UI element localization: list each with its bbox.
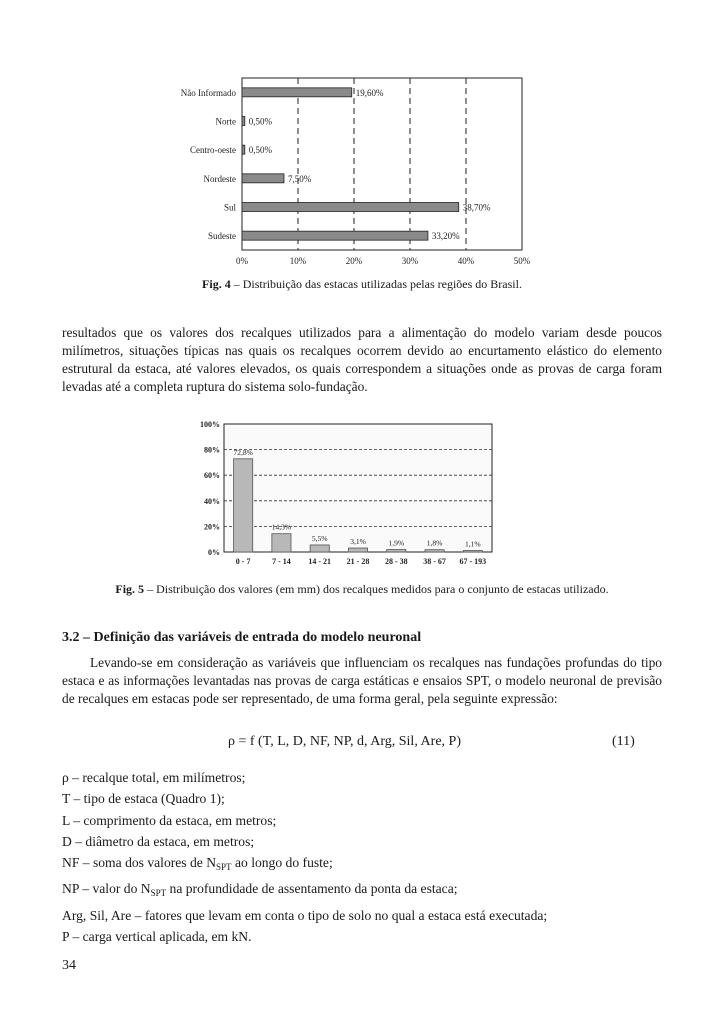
fig4-x-tick-label: 30%: [401, 256, 419, 266]
formula: ρ = f (T, L, D, NF, NP, d, Arg, Sil, Are, P): [228, 734, 461, 749]
fig4-caption-label: Fig. 4: [202, 277, 231, 291]
def-p: P – carga vertical aplicada, em kN.: [62, 929, 252, 945]
fig4-category-label: Não Informado: [180, 87, 236, 98]
def-d: D – diâmetro da estaca, em metros;: [62, 833, 255, 849]
fig4-category-label: Centro-oeste: [190, 145, 236, 156]
fig5-bar: [348, 548, 367, 552]
fig4-x-tick-label: 10%: [289, 256, 307, 266]
def-np-pre: NP – valor do N: [62, 881, 151, 897]
fig5-category-label: 14 - 21: [308, 557, 332, 566]
fig5-y-tick-label: 40%: [204, 496, 220, 506]
fig4-x-tick-label: 20%: [345, 256, 363, 266]
fig4-x-tick-label: 50%: [513, 256, 531, 266]
fig4-value-label: 38,70%: [462, 202, 491, 213]
fig5-value-label: 1,8%: [426, 538, 443, 548]
def-rho: ρ – recalque total, em milímetros;: [62, 770, 246, 785]
fig5-value-label: 1,9%: [388, 538, 405, 548]
fig5-bar: [234, 459, 253, 552]
fig5-value-label: 3,1%: [350, 537, 366, 547]
fig5-bar: [387, 550, 406, 552]
def-np-sub: SPT: [150, 888, 167, 899]
fig4-value-label: 0,50%: [248, 145, 273, 156]
fig5-category-label: 28 - 38: [384, 557, 408, 566]
fig5-category-label: 0 - 7: [235, 557, 251, 566]
fig5-chart: [188, 414, 498, 572]
fig5-bar: [463, 551, 482, 552]
fig4-bar: [242, 117, 245, 126]
def-np: [62, 878, 547, 904]
fig5-y-tick-label: 20%: [204, 522, 220, 532]
fig4-x-tick-label: 40%: [457, 256, 475, 266]
fig5-caption-text: – Distribuição dos valores (em mm) dos recalques medidos para o conjunto de estacas utilizado.: [144, 582, 609, 596]
fig4-bar: [242, 145, 245, 154]
fig4-caption: [0, 277, 724, 292]
fig5-value-label: 1,1%: [465, 539, 481, 549]
fig5-value-label: 14,3%: [271, 522, 292, 532]
variable-definitions: [62, 767, 547, 947]
def-nf-post: ao longo do fuste;: [231, 855, 333, 871]
section-paragraph: Levando-se em consideração as variáveis que influenciam os recalques nas fundações profundas do tipo estaca e as informações levantadas nas provas de carga estáticas e ensaios SPT, o modelo neuronal de previsão de recalques em estacas pode ser representado, de uma forma geral, pela seguinte expressão:: [62, 655, 662, 706]
body-paragraph: resultados que os valores dos recalques utilizados para a alimentação do modelo variam desde poucos milímetros, situações típicas nas quais os recalques ocorrem devido ao encurtamento elástico do elemento estrutural da estaca, até valores elevados, os quais correspondem a situações onde as provas de carga foram levadas até a completa ruptura do sistema solo-fundação.: [62, 325, 662, 394]
def-np-post: na profundidade de assentamento da ponta da estaca;: [166, 881, 458, 897]
fig4-category-label: Norte: [215, 116, 236, 127]
fig5-plot-area: [224, 424, 492, 552]
fig4-bar: [242, 174, 284, 183]
fig5-category-label: 38 - 67: [423, 557, 446, 566]
fig5-y-tick-label: 100%: [200, 420, 220, 429]
fig4-bar: [242, 88, 352, 97]
fig5-category-label: 67 - 193: [459, 557, 487, 566]
def-soil: Arg, Sil, Are – fatores que levam em conta o tipo de solo no qual a estaca está executada;: [62, 907, 548, 923]
fig4-bar: [242, 203, 459, 212]
fig5-y-tick-label: 0%: [208, 548, 220, 557]
fig5-bar: [310, 545, 329, 552]
fig4-value-label: 7,50%: [288, 173, 312, 184]
fig5-y-tick-label: 60%: [204, 471, 220, 481]
fig4-value-label: 33,20%: [431, 231, 460, 242]
fig4-caption-text: – Distribuição das estacas utilizadas pelas regiões do Brasil.: [230, 277, 522, 291]
fig5-caption-label: Fig. 5: [115, 582, 145, 596]
fig4-value-label: 19,60%: [355, 87, 384, 98]
fig5-category-label: 21 - 28: [346, 557, 370, 566]
page-number: 34: [62, 958, 76, 973]
section-heading: 3.2 – Definição das variáveis de entrada do modelo neuronal: [62, 630, 422, 645]
fig4-bar: [242, 231, 428, 240]
formula-number: (11): [612, 734, 635, 749]
fig4-category-label: Sudeste: [208, 231, 236, 242]
fig4-x-tick-label: 0%: [236, 256, 248, 266]
def-nf-pre: NF – soma dos valores de N: [62, 855, 217, 871]
fig5-value-label: 5,5%: [311, 533, 328, 543]
def-nf-sub: SPT: [216, 862, 232, 873]
fig4-value-label: 0,50%: [248, 116, 273, 127]
fig4-category-label: Nordeste: [203, 173, 236, 184]
fig4-plot-area: [242, 78, 522, 250]
fig4-chart: [160, 74, 540, 274]
fig5-category-label: 7 - 14: [272, 557, 291, 566]
fig4-category-label: Sul: [223, 202, 236, 213]
def-l: L – comprimento da estaca, em metros;: [62, 812, 277, 828]
fig5-bar: [425, 550, 444, 552]
fig5-y-tick-label: 80%: [204, 445, 220, 455]
fig5-value-label: 72,8%: [233, 447, 253, 457]
fig5-bar: [272, 534, 291, 552]
fig5-caption: [0, 582, 724, 597]
def-nf: [62, 852, 547, 878]
def-t: T – tipo de estaca (Quadro 1);: [62, 791, 225, 807]
